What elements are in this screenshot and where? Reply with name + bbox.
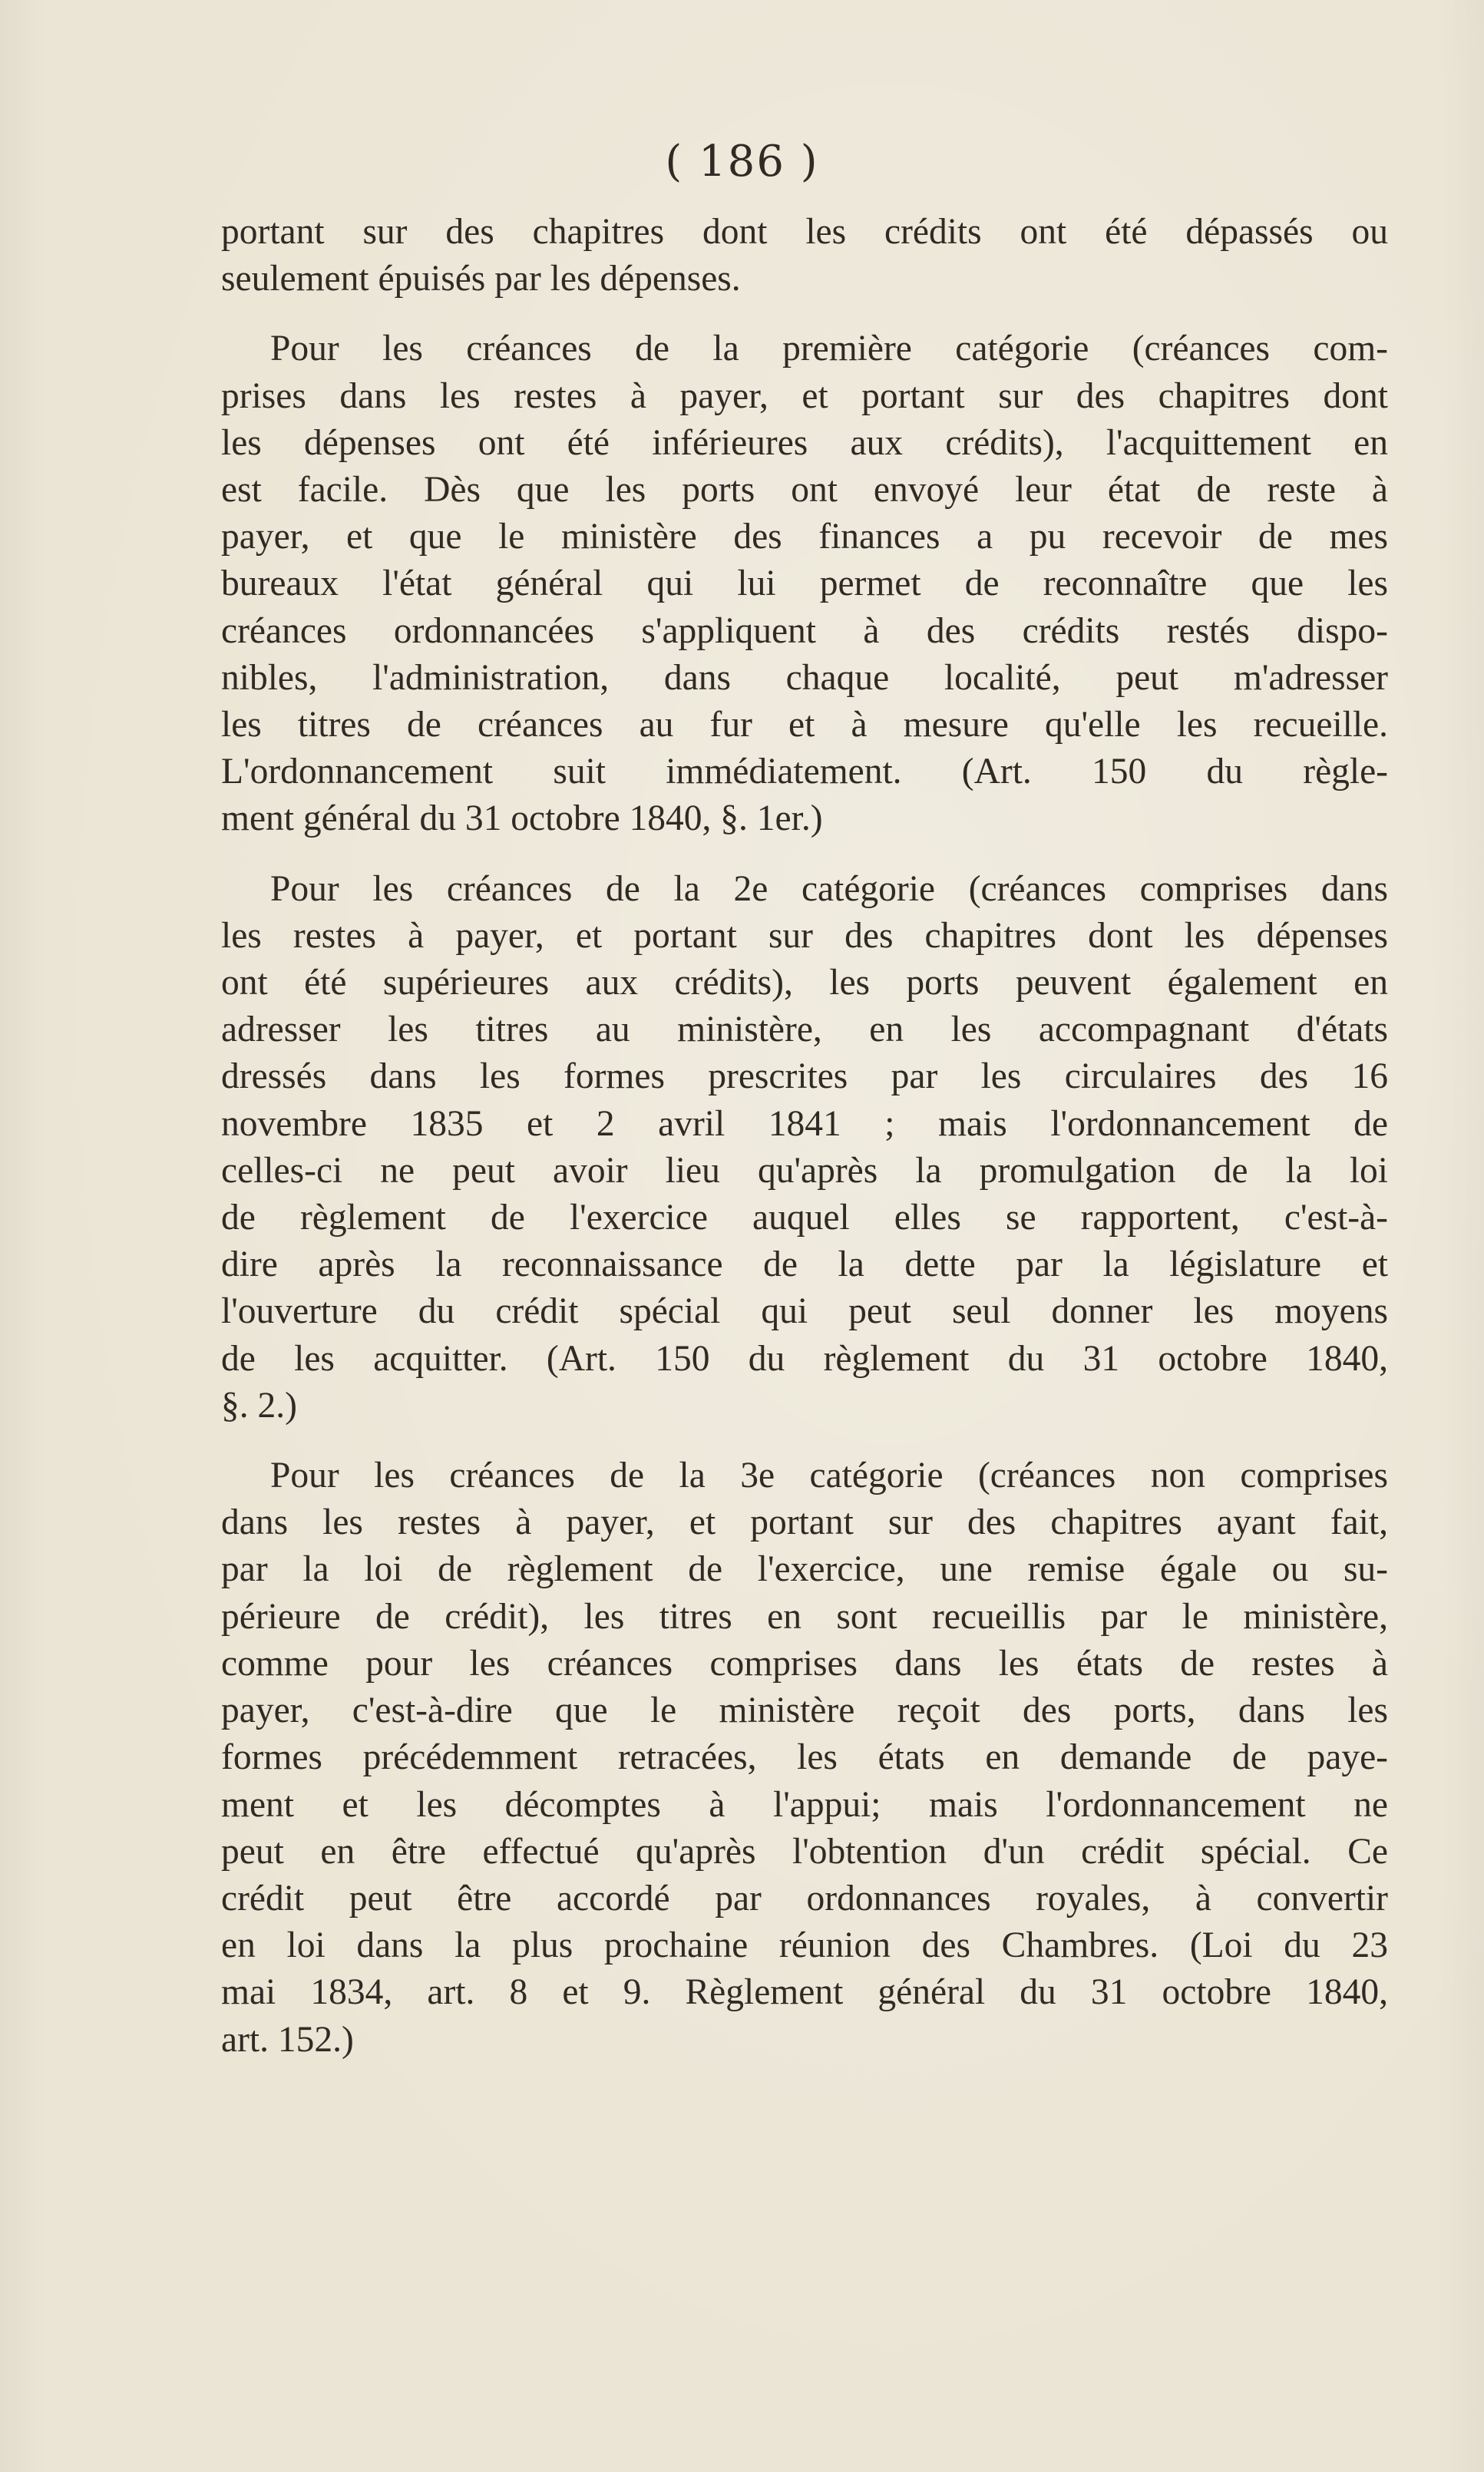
text-line: payer, et que le ministère des finances a pu recevoir de mes <box>221 517 1388 557</box>
paragraph-first-category <box>221 326 1388 842</box>
paragraph-continuation <box>221 209 1388 302</box>
text-line: crédit peut être accordé par ordonnances royales, à convertir <box>221 1878 1388 1918</box>
text-line: mai 1834, art. 8 et 9. Règlement général du 31 octobre 1840, <box>221 1972 1388 2013</box>
text-line: formes précédemment retracées, les états en demande de paye- <box>221 1737 1388 1778</box>
text-line: par la loi de règlement de l'exercice, une remise égale ou su- <box>221 1549 1388 1590</box>
text-line: nibles, l'administration, dans chaque localité, peut m'adresser <box>221 657 1388 698</box>
text-line: ont été supérieures aux crédits), les ports peuvent également en <box>221 963 1388 1003</box>
text-line: portant sur des chapitres dont les crédits ont été dépassés ou <box>221 212 1388 252</box>
text-line: dire après la reconnaissance de la dette par la législature et <box>221 1244 1388 1285</box>
text-line: les dépenses ont été inférieures aux crédits), l'acquittement en <box>221 422 1388 463</box>
text-line: ment général du 31 octobre 1840, §. 1er.) <box>221 798 823 839</box>
text-line: de règlement de l'exercice auquel elles se rapportent, c'est-à- <box>221 1198 1388 1238</box>
text-line: §. 2.) <box>221 1385 297 1426</box>
text-line: les restes à payer, et portant sur des chapitres dont les dépenses <box>221 915 1388 956</box>
page-number: ( 186 ) <box>665 137 819 187</box>
text-line: art. 152.) <box>221 2019 354 2060</box>
text-line: l'ouverture du crédit spécial qui peut seul donner les moyens <box>221 1291 1388 1332</box>
text-line: prises dans les restes à payer, et portant sur des chapitres dont <box>221 375 1388 416</box>
text-line: payer, c'est-à-dire que le ministère reçoit des ports, dans les <box>221 1690 1388 1731</box>
text-line: dans les restes à payer, et portant sur des chapitres ayant fait, <box>221 1502 1388 1543</box>
text-line: de les acquitter. (Art. 150 du règlement du 31 octobre 1840, <box>221 1338 1388 1379</box>
text-line: les titres de créances au fur et à mesure qu'elle les recueille. <box>221 705 1388 745</box>
text-line: périeure de crédit), les titres en sont recueillis par le ministère, <box>221 1596 1388 1637</box>
text-line: créances ordonnancées s'appliquent à des crédits restés dispo- <box>221 610 1388 651</box>
text-line: Pour les créances de la 3e catégorie (créances non comprises <box>270 1456 1388 1496</box>
text-line: Pour les créances de la 2e catégorie (créances comprises dans <box>270 868 1388 909</box>
text-line: celles-ci ne peut avoir lieu qu'après la promulgation de la loi <box>221 1150 1388 1191</box>
text-line: est facile. Dès que les ports ont envoyé leur état de reste à <box>221 470 1388 511</box>
text-line: en loi dans la plus prochaine réunion des Chambres. (Loi du 23 <box>221 1925 1388 1966</box>
text-line: seulement épuisés par les dépenses. <box>221 259 741 299</box>
body-text <box>221 209 1388 2064</box>
paragraph-third-category <box>221 1452 1388 2064</box>
text-line: adresser les titres au ministère, en les accompagnant d'états <box>221 1010 1388 1050</box>
text-line: bureaux l'état général qui lui permet de reconnaître que les <box>221 563 1388 604</box>
text-line: comme pour les créances comprises dans les états de restes à <box>221 1643 1388 1684</box>
text-line: L'ordonnancement suit immédiatement. (Art. 150 du règle- <box>221 752 1388 792</box>
text-line: peut en être effectué qu'après l'obtention d'un crédit spécial. Ce <box>221 1831 1388 1872</box>
text-line: ment et les décomptes à l'appui; mais l'ordonnancement ne <box>221 1784 1388 1825</box>
text-line: Pour les créances de la première catégorie (créances com- <box>270 329 1388 369</box>
paragraph-second-category <box>221 866 1388 1429</box>
text-line: novembre 1835 et 2 avril 1841 ; mais l'ordonnancement de <box>221 1103 1388 1144</box>
text-line: dressés dans les formes prescrites par les circulaires des 16 <box>221 1056 1388 1097</box>
